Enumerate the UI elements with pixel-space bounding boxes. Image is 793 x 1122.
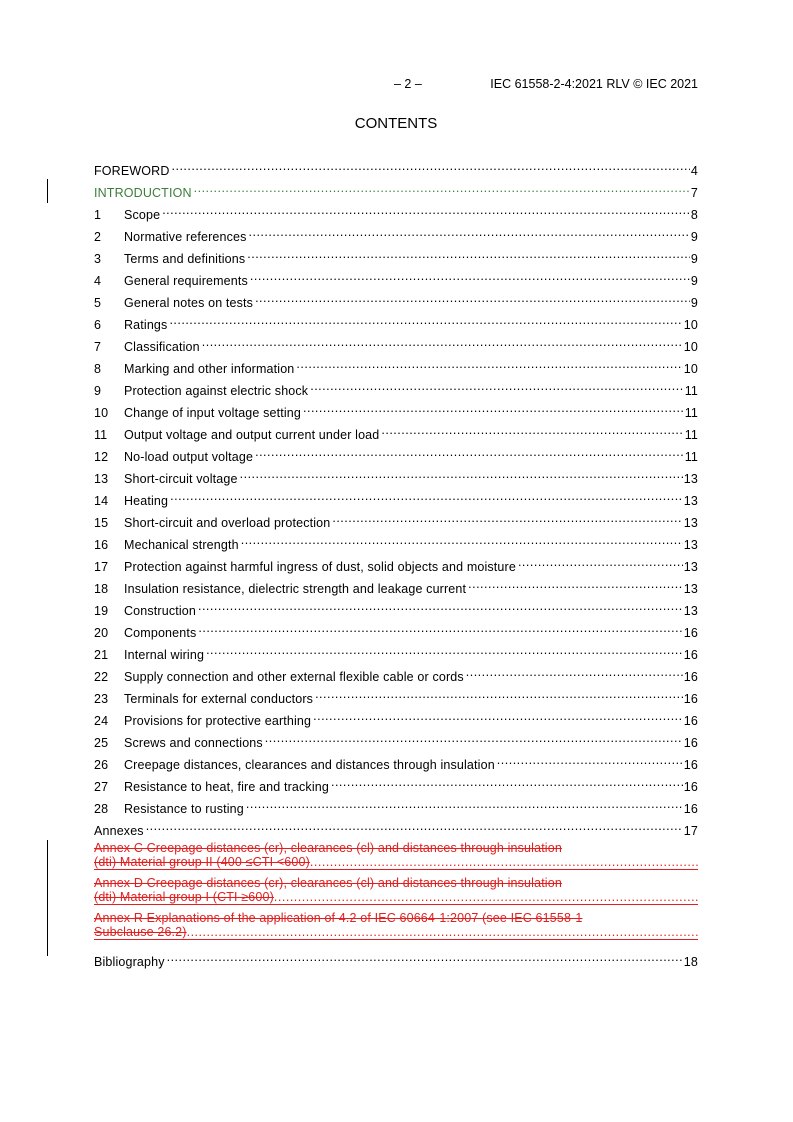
toc-label: Annexes	[94, 824, 144, 838]
dot-leader	[240, 465, 683, 483]
toc-label: Screws and connections	[124, 736, 263, 750]
toc-page: 11	[684, 428, 698, 442]
dot-leader	[468, 575, 683, 593]
dot-leader	[313, 707, 683, 725]
deleted-annex-line1: Annex C Creepage distances (cr), clearances (cl) and distances through insulation	[94, 841, 562, 855]
toc-label: Protection against electric shock	[124, 384, 309, 398]
toc-clause-number: 21	[94, 648, 109, 662]
toc-entry-clause[interactable]	[94, 729, 698, 751]
toc-page: 10	[683, 340, 698, 354]
toc-page: 16	[683, 626, 698, 640]
dot-leader	[265, 729, 683, 747]
toc-clause-number: 10	[94, 406, 109, 420]
page-number: – 2 –	[394, 77, 422, 91]
toc-page: 16	[683, 648, 698, 662]
toc-page: 11	[684, 406, 698, 420]
toc-clause-number: 22	[94, 670, 109, 684]
toc-page: 11	[684, 450, 698, 464]
toc-clause-number: 1	[94, 208, 102, 222]
toc-entry-clause[interactable]	[94, 355, 698, 377]
change-bar-introduction	[47, 179, 48, 203]
dot-leader	[249, 223, 690, 241]
dot-leader	[202, 333, 683, 351]
toc-clause-number: 2	[94, 230, 102, 244]
toc-clause-number: 16	[94, 538, 109, 552]
toc-clause-number: 25	[94, 736, 109, 750]
toc-entry-bibliography[interactable]	[94, 948, 698, 970]
toc-entry-clause[interactable]	[94, 311, 698, 333]
toc-label: Marking and other information	[124, 362, 295, 376]
toc-label: Output voltage and output current under load	[124, 428, 380, 442]
toc-clause-number: 23	[94, 692, 109, 706]
toc-label: Terminals for external conductors	[124, 692, 314, 706]
dot-leader	[162, 201, 690, 219]
toc-page: 17	[683, 824, 698, 838]
dot-leader	[167, 948, 683, 966]
dot-leader	[331, 773, 683, 791]
dot-leader	[194, 179, 690, 197]
toc-page: 9	[690, 230, 698, 244]
toc-clause-number: 18	[94, 582, 109, 596]
dot-leader	[497, 751, 683, 769]
toc-page: 13	[683, 582, 698, 596]
toc-entry-clause[interactable]	[94, 773, 698, 795]
change-bar-deleted-annexes	[47, 840, 48, 956]
toc-page: 16	[683, 736, 698, 750]
toc-label: Provisions for protective earthing	[124, 714, 312, 728]
toc-label: Components	[124, 626, 197, 640]
dot-leader	[310, 855, 698, 869]
toc-clause-number: 27	[94, 780, 109, 794]
toc-entry-clause[interactable]	[94, 597, 698, 619]
toc-page: 7	[690, 186, 698, 200]
dot-leader	[381, 421, 683, 439]
toc-page: 13	[683, 516, 698, 530]
dot-leader	[518, 553, 683, 571]
toc-page: 16	[683, 714, 698, 728]
toc-label: Short-circuit voltage	[124, 472, 238, 486]
toc-label: Classification	[124, 340, 200, 354]
toc-page: 13	[683, 538, 698, 552]
toc-entry-clause[interactable]	[94, 377, 698, 399]
dot-leader	[255, 289, 690, 307]
toc-page: 18	[683, 955, 698, 969]
dot-leader	[206, 641, 683, 659]
toc-clause-number: 14	[94, 494, 109, 508]
toc-clause-number: 4	[94, 274, 102, 288]
toc-clause-number: 7	[94, 340, 102, 354]
toc-entry-foreword[interactable]	[94, 157, 698, 179]
toc-entry-clause[interactable]	[94, 707, 698, 729]
toc-label: Resistance to heat, fire and tracking	[124, 780, 329, 794]
toc-label: Scope	[124, 208, 161, 222]
toc-page: 16	[683, 802, 698, 816]
toc-clause-number: 17	[94, 560, 109, 574]
dot-leader	[332, 509, 682, 527]
dot-leader	[315, 685, 683, 703]
toc-label: General requirements	[124, 274, 248, 288]
toc-page: 13	[683, 560, 698, 574]
toc-page: 8	[690, 208, 698, 222]
toc-entry-clause[interactable]	[94, 509, 698, 531]
deletion-underline	[94, 939, 698, 940]
toc-page: 16	[683, 780, 698, 794]
clause-list	[94, 201, 698, 817]
dot-leader	[296, 355, 682, 373]
toc-entry-clause[interactable]	[94, 333, 698, 355]
deleted-annex-line1: Annex D Creepage distances (cr), clearances (cl) and distances through insulation	[94, 876, 562, 890]
toc-label: Mechanical strength	[124, 538, 239, 552]
toc-label: Creepage distances, clearances and distances through insulation	[124, 758, 495, 772]
toc-entry-clause[interactable]	[94, 575, 698, 597]
toc-page: 9	[690, 252, 698, 266]
dot-leader	[172, 157, 690, 175]
toc-label: Internal wiring	[124, 648, 205, 662]
toc-label: Normative references	[124, 230, 247, 244]
deleted-annex-line2: (dti) Material group II (400 ≤CTI <600)	[94, 855, 310, 869]
dot-leader	[146, 817, 683, 835]
toc-label: Resistance to rusting	[124, 802, 244, 816]
toc-clause-number: 8	[94, 362, 102, 376]
dot-leader	[198, 619, 682, 637]
deleted-annex-list	[94, 839, 698, 944]
dot-leader	[241, 531, 683, 549]
toc-clause-number: 28	[94, 802, 109, 816]
dot-leader	[187, 925, 698, 939]
toc-entry-clause[interactable]	[94, 685, 698, 707]
dot-leader	[246, 795, 683, 813]
toc-label: Supply connection and other external flexible cable or cords	[124, 670, 464, 684]
toc-label: Short-circuit and overload protection	[124, 516, 331, 530]
toc-clause-number: 3	[94, 252, 102, 266]
toc-clause-number: 26	[94, 758, 109, 772]
dot-leader	[170, 487, 683, 505]
toc-entry-introduction[interactable]	[94, 179, 698, 201]
toc-entry-deleted-annex[interactable]	[94, 874, 698, 909]
toc-entry-clause[interactable]	[94, 619, 698, 641]
toc-clause-number: 11	[94, 428, 108, 442]
table-of-contents	[94, 157, 698, 970]
toc-label: Ratings	[124, 318, 168, 332]
toc-entry-clause[interactable]	[94, 443, 698, 465]
deletion-underline	[94, 869, 698, 870]
dot-leader	[250, 267, 690, 285]
toc-label: Construction	[124, 604, 196, 618]
toc-clause-number: 12	[94, 450, 109, 464]
toc-page: 16	[683, 692, 698, 706]
toc-clause-number: 6	[94, 318, 102, 332]
toc-clause-number: 19	[94, 604, 109, 618]
toc-page: 13	[683, 472, 698, 486]
toc-label: Change of input voltage setting	[124, 406, 301, 420]
dot-leader	[303, 399, 684, 417]
toc-entry-clause[interactable]	[94, 245, 698, 267]
toc-page: 13	[683, 494, 698, 508]
deletion-underline	[94, 904, 698, 905]
toc-entry-deleted-annex[interactable]	[94, 839, 698, 874]
toc-entry-clause[interactable]	[94, 399, 698, 421]
toc-clause-number: 13	[94, 472, 109, 486]
dot-leader	[466, 663, 683, 681]
dot-leader	[198, 597, 683, 615]
toc-entry-clause[interactable]	[94, 289, 698, 311]
document-id: IEC 61558-2-4:2021 RLV © IEC 2021	[490, 77, 698, 91]
toc-label: Heating	[124, 494, 169, 508]
toc-label: INTRODUCTION	[94, 186, 192, 200]
toc-label: Terms and definitions	[124, 252, 246, 266]
toc-label: General notes on tests	[124, 296, 254, 310]
page-title: CONTENTS	[354, 115, 438, 132]
toc-label: No-load output voltage	[124, 450, 254, 464]
toc-entry-clause[interactable]	[94, 223, 698, 245]
toc-clause-number: 15	[94, 516, 109, 530]
toc-page: 10	[683, 362, 698, 376]
deleted-annex-line2: Subclause 26.2)	[94, 925, 187, 939]
toc-page: 4	[690, 164, 698, 178]
toc-clause-number: 20	[94, 626, 109, 640]
toc-entry-clause[interactable]	[94, 553, 698, 575]
deleted-annex-line2: (dti) Material group I (CTI ≥600)	[94, 890, 274, 904]
toc-entry-clause[interactable]	[94, 267, 698, 289]
toc-page: 10	[683, 318, 698, 332]
toc-label: Bibliography	[94, 955, 165, 969]
toc-page: 16	[683, 758, 698, 772]
dot-leader	[169, 311, 682, 329]
toc-entry-clause[interactable]	[94, 487, 698, 509]
toc-label: FOREWORD	[94, 164, 170, 178]
page-header	[94, 76, 698, 92]
toc-page: 9	[690, 296, 698, 310]
toc-entry-clause[interactable]	[94, 421, 698, 443]
toc-entry-annexes[interactable]	[94, 817, 698, 839]
dot-leader	[255, 443, 684, 461]
toc-clause-number: 24	[94, 714, 109, 728]
dot-leader	[274, 890, 698, 904]
toc-label: Protection against harmful ingress of dust, solid objects and moisture	[124, 560, 516, 574]
toc-entry-clause[interactable]	[94, 795, 698, 817]
toc-page: 13	[683, 604, 698, 618]
deleted-annex-line1: Annex R Explanations of the application of 4.2 of IEC 60664-1:2007 (see IEC 61558-1	[94, 911, 583, 925]
toc-page: 11	[684, 384, 698, 398]
toc-entry-clause[interactable]	[94, 531, 698, 553]
toc-page: 16	[683, 670, 698, 684]
toc-entry-clause[interactable]	[94, 751, 698, 773]
toc-entry-clause[interactable]	[94, 641, 698, 663]
toc-label: Insulation resistance, dielectric strength and leakage current	[124, 582, 467, 596]
dot-leader	[310, 377, 684, 395]
dot-leader	[247, 245, 690, 263]
toc-page: 9	[690, 274, 698, 288]
toc-entry-deleted-annex[interactable]	[94, 909, 698, 944]
toc-clause-number: 9	[94, 384, 102, 398]
toc-entry-clause[interactable]	[94, 663, 698, 685]
toc-clause-number: 5	[94, 296, 102, 310]
toc-entry-clause[interactable]	[94, 201, 698, 223]
toc-entry-clause[interactable]	[94, 465, 698, 487]
